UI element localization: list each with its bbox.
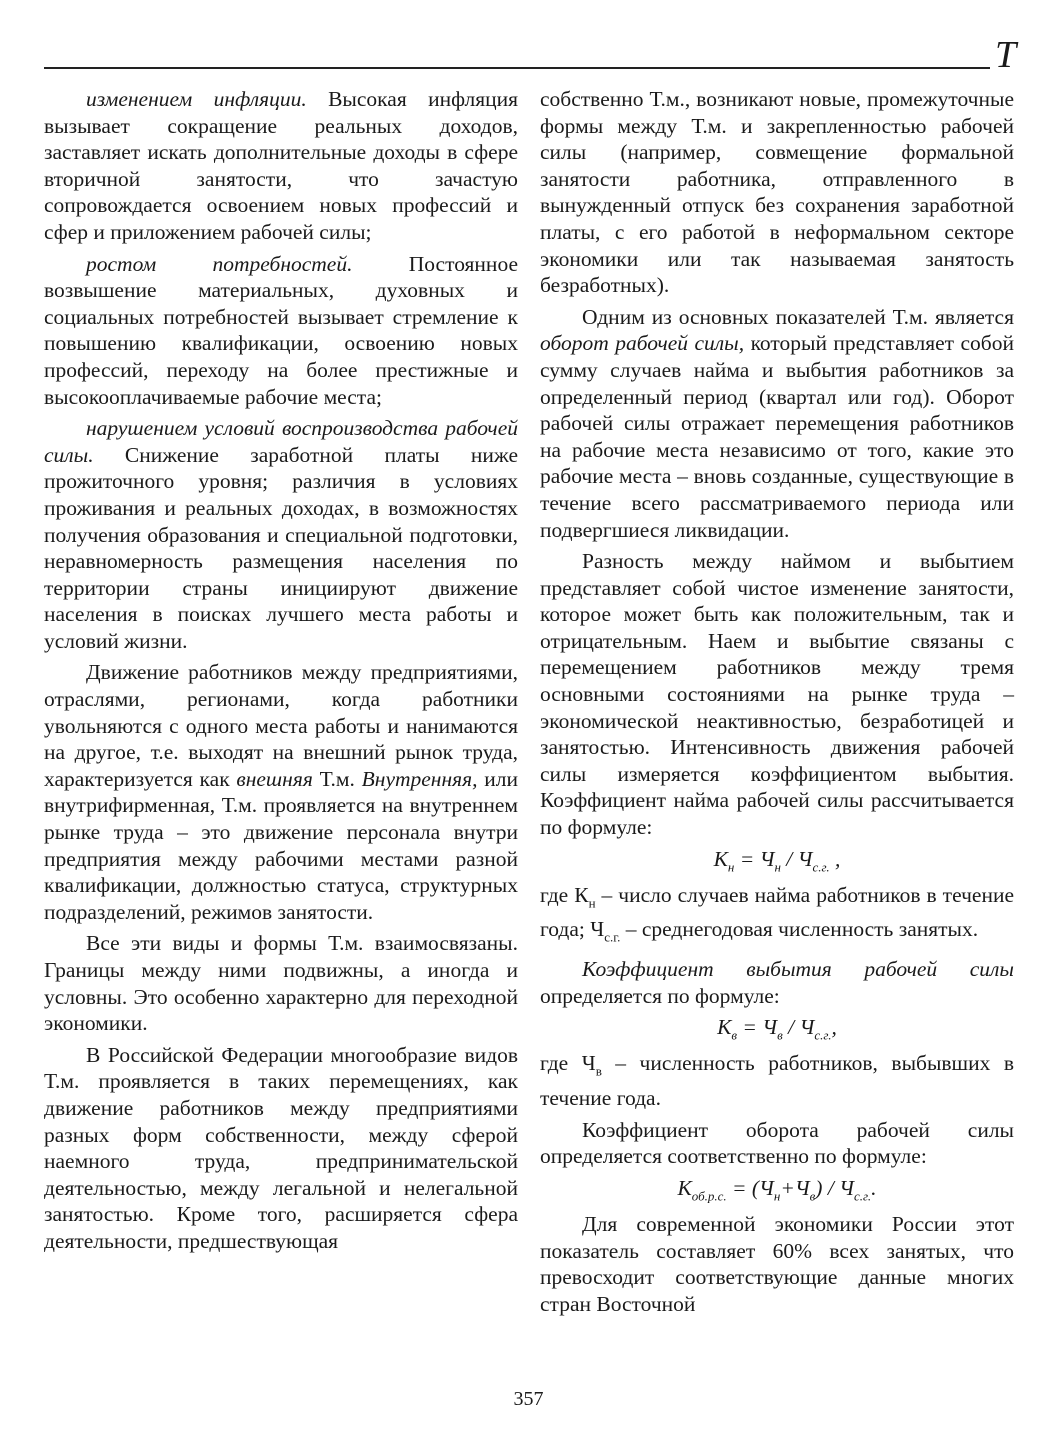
paragraph-net-change: Разность между наймом и выбытием представляет собой чистое изменение занятости, которое может быть как положительным, так и отрицательным. Наем и выбытие связаны с перемещением работников между тремя основными состояниями на рынке труда – экономической неактивностью, безработицей и занятостью. Интенсивность движения рабочей силы измеряется коэффициентом выбытия. Коэффициент найма рабочей силы рассчитывается по формуле: <box>540 549 1014 840</box>
left-column <box>44 86 518 1260</box>
formula-turnover-rate: $К_{об.р.с.} = (Ч_н+Ч_в) / Ч_{с.г.}$. <box>677 1176 877 1204</box>
paragraph-inflation <box>44 86 518 246</box>
term-italic: Внутренняя, <box>361 766 478 791</box>
formula-separation-rate: $К_в = Ч_в / Ч_{с.г.}$, <box>717 1015 837 1043</box>
formula-hire-rate: $К_н = Ч_н / Ч_{с.г.}$ , <box>713 846 841 874</box>
header-rule <box>44 67 990 69</box>
paragraph-text: Движение работников между предприятиями, отраслями, регионами, когда работники увольняются с одного места работы и нанимаются на другое, т.е. выходят на внешний рынок труда, характеризуется как <box>44 660 518 791</box>
paragraph-text: Одним из основных показателей Т.м. является <box>582 304 1014 329</box>
paragraph-separation: Коэффициент выбытия рабочей силы определяется по формуле: <box>540 957 1014 1008</box>
term-italic: внешняя <box>236 766 313 791</box>
paragraph-reproduction <box>44 415 518 654</box>
paragraph-text: Постоянное возвышение материальных, духовных и социальных потребностей вызывает стремление к повышению квалификации, освоению новых профессий, переходу на более престижные и высокооплачиваемые рабочие места; <box>44 251 518 409</box>
paragraph-russia: В Российской Федерации многообразие видов Т.м. проявляется в таких перемещениях, как движение работников между предприятиями разных форм собственности, между сферой наемного труда, предпринимательской деятельностью, между легальной и нелегальной занятостью. Кроме того, расширяется сфера деятельности, предшествующая <box>44 1042 518 1253</box>
page-number: 357 <box>513 1388 544 1410</box>
paragraph-russia-stat: Для современной экономики России этот показатель составляет 60% всех занятых, что превосходит соответствующие данные многих стран Восточной <box>540 1211 1014 1316</box>
paragraph-needs <box>44 251 518 411</box>
right-column <box>540 86 1014 1322</box>
paragraph-interrelation: Все эти виды и формы Т.м. взаимосвязаны. Границы между ними подвижны, а иногда и условны. Это особенно характерно для переходной экономики. <box>44 931 518 1036</box>
paragraph-hire-def: где $К_н$ – число случаев найма работников в течение года; $Ч_{с.г.}$ – среднегодовая численность занятых. <box>540 882 1014 945</box>
term-italic: нарушением условий воспроизводства рабочей силы. <box>44 416 518 467</box>
term-italic: ростом потребностей. <box>86 251 353 276</box>
paragraph-text: Высокая инфляция вызывает сокращение реальных доходов, заставляет искать дополнительные доходы в сфере вторичной занятости, что зачастую сопровождается освоением новых профессий и сфер и приложением рабочей силы; <box>44 87 518 244</box>
paragraph-continuation: собственно Т.м., возникают новые, промежуточные формы между Т.м. и закрепленностью рабочей силы (например, совмещение формальной занятости работника, отправленного в вынужденный отпуск без сохранения заработной платы, с его работой в неформальном секторе экономики или так называемая занятость безработных). <box>540 87 1014 298</box>
paragraph-separation-def: где $Ч_в$ – численность работников, выбывших в течение года. <box>540 1051 1014 1111</box>
paragraph-text: Т.м. <box>312 766 362 791</box>
paragraph-turnover-coef: Коэффициент оборота рабочей силы определяется соответственно по формуле: <box>540 1117 1014 1169</box>
paragraph-text: Снижение заработной платы ниже прожиточного уровня; различия в условиях проживания и реальных доходах, в возможностях получения образования и специальной подготовки, неравномерность размещения населения по территории страны инициируют движение населения в поисках лучшего места работы и условий жизни. <box>44 442 518 653</box>
term-italic: Коэффициент выбытия рабочей силы <box>582 957 1014 982</box>
paragraph-text: или внутрифирменная, Т.м. проявляется на внутреннем рынке труда – это движение персонала внутри предприятия между рабочими местами разной квалификации, должностью статуса, структурных подразделений, режимов занятости. <box>44 766 518 924</box>
paragraph-turnover <box>540 304 1014 543</box>
paragraph-movement <box>44 659 518 925</box>
section-letter: Т <box>995 34 1017 76</box>
term-italic: изменением инфляции. <box>86 87 307 111</box>
paragraph-text: который представляет собой сумму случаев найма и выбытия работников за определенный период (квартал или год). Оборот рабочей силы отражает перемещения работников на рабочие места независимо от того, какие это рабочие места – вновь созданные, существующие в течение всего рассматриваемого периода или подвергшиеся ликвидации. <box>540 331 1014 542</box>
term-italic: оборот рабочей силы, <box>540 331 745 356</box>
